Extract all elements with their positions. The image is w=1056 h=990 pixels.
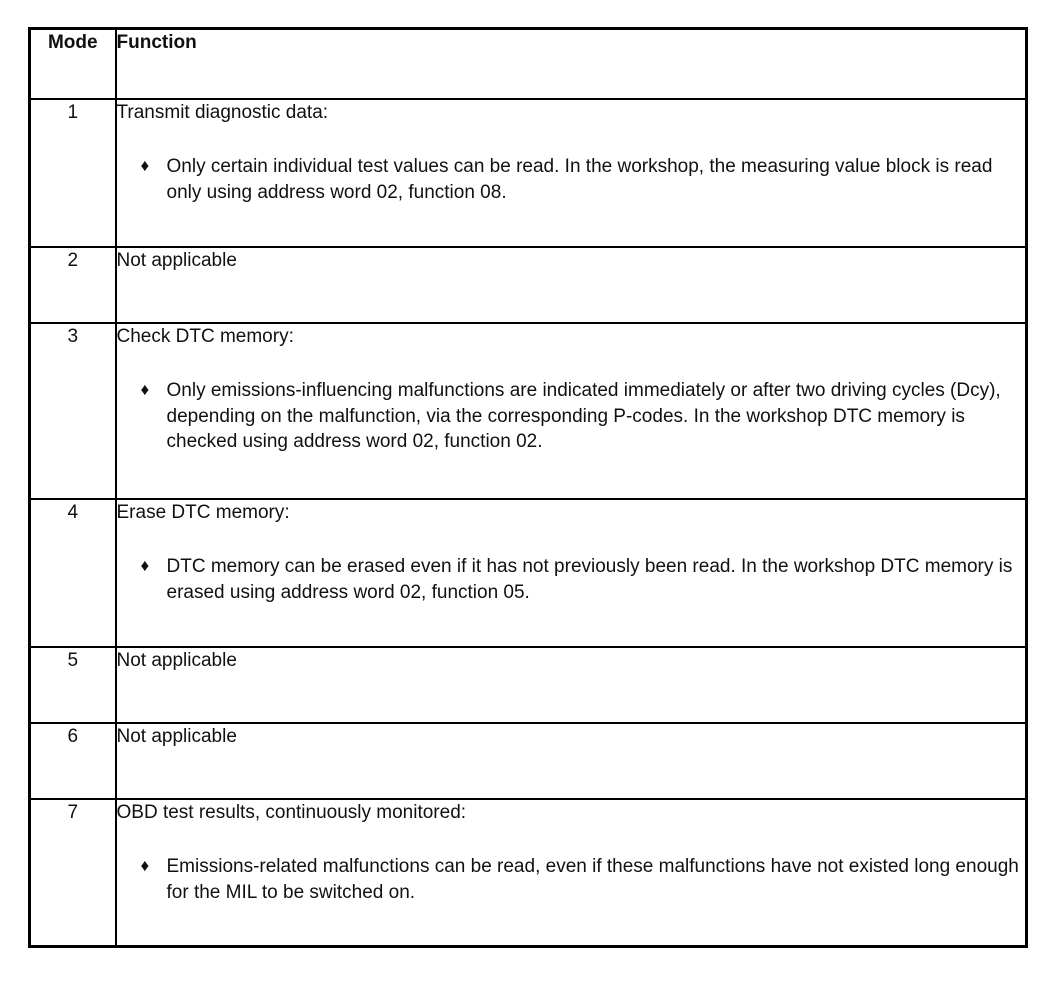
table-row-mode-6 bbox=[30, 723, 1027, 799]
diamond-bullet-icon: ♦ bbox=[140, 556, 150, 576]
function-title: Not applicable bbox=[116, 249, 237, 271]
mode-cell: 4 bbox=[30, 499, 116, 647]
function-cell bbox=[116, 323, 1027, 499]
mode-column-header: Mode bbox=[30, 29, 116, 99]
mode-cell: 2 bbox=[30, 247, 116, 323]
function-cell bbox=[116, 499, 1027, 647]
table-row-mode-3 bbox=[30, 323, 1027, 499]
function-cell bbox=[116, 799, 1027, 947]
diamond-bullet-icon: ♦ bbox=[140, 856, 150, 876]
mode-cell: 5 bbox=[30, 647, 116, 723]
bullet-item bbox=[117, 154, 1026, 205]
function-title: Erase DTC memory: bbox=[116, 501, 290, 523]
function-column-header: Function bbox=[116, 29, 1027, 99]
table-row-mode-2 bbox=[30, 247, 1027, 323]
function-title: OBD test results, continuously monitored: bbox=[116, 801, 467, 823]
bullet-item bbox=[117, 554, 1026, 605]
function-cell bbox=[116, 723, 1027, 799]
function-title: Check DTC memory: bbox=[116, 325, 294, 347]
bullet-item bbox=[117, 378, 1026, 455]
mode-cell: 7 bbox=[30, 799, 116, 947]
mode-cell: 1 bbox=[30, 99, 116, 247]
function-cell bbox=[116, 247, 1027, 323]
diamond-bullet-icon: ♦ bbox=[140, 380, 150, 400]
bullet-item bbox=[117, 854, 1026, 905]
mode-cell: 3 bbox=[30, 323, 116, 499]
function-title: Not applicable bbox=[116, 725, 237, 747]
diamond-bullet-icon: ♦ bbox=[140, 156, 150, 176]
function-cell bbox=[116, 99, 1027, 247]
table-row-mode-4 bbox=[30, 499, 1027, 647]
table-row-mode-7 bbox=[30, 799, 1027, 947]
mode-cell: 6 bbox=[30, 723, 116, 799]
table-header-row bbox=[30, 29, 1027, 99]
table-row-mode-1 bbox=[30, 99, 1027, 247]
diagnostic-modes-table bbox=[28, 27, 1028, 948]
bullet-text: Emissions-related malfunctions can be read, even if these malfunctions have not existed long enough for the MIL to be switched on. bbox=[166, 856, 1019, 903]
bullet-text: Only certain individual test values can be read. In the workshop, the measuring value block is read only using address word 02, function 08. bbox=[166, 156, 993, 203]
function-title: Transmit diagnostic data: bbox=[116, 101, 329, 123]
bullet-text: DTC memory can be erased even if it has not previously been read. In the workshop DTC memory is erased using address word 02, function 05. bbox=[166, 556, 1013, 603]
table-row-mode-5 bbox=[30, 647, 1027, 723]
function-cell bbox=[116, 647, 1027, 723]
function-title: Not applicable bbox=[116, 649, 237, 671]
bullet-text: Only emissions-influencing malfunctions are indicated immediately or after two driving cycles (Dcy), depending on the malfunction, via the corresponding P-codes. In the workshop DTC memory is checked using address word 02, function 02. bbox=[166, 380, 1001, 453]
